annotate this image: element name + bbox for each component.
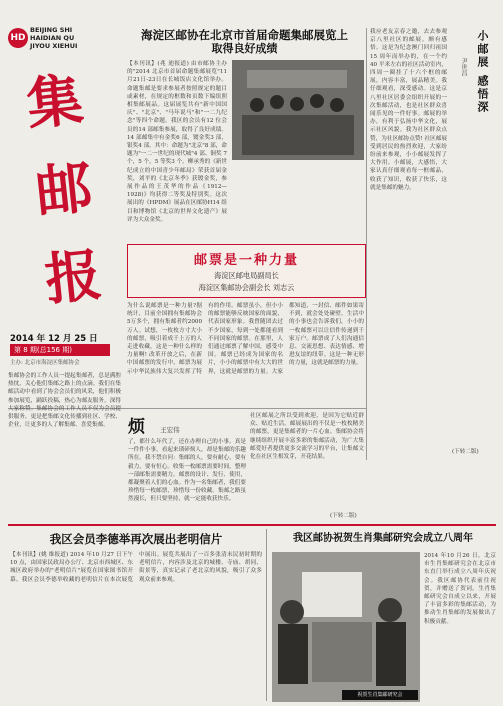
top-article-body-cont (232, 164, 364, 240)
masthead-en-line1: BEIJING SHI (30, 26, 73, 34)
sponsor-line: 主办: 北京市海淀区集邮协会 (10, 360, 80, 366)
sidebar-article-body: 我应老友京春之邀，去去参观京八里社区的邮展。颇有感悟。这是为纪念澳门回归祖国15 周年而举办的，在一个约40 平米左右的社区活动室内，四周一圈挂了十六个框的邮展，内容丰富，展品精美。我仔细观看，深受感动。这是京八里社区居委会组织开展的一次集邮活动，也是社区群众喜闻乐见的一件好事。邮展的举办，有利于弘扬中华文化，展示社区风貌。我为社区群众点赞，为社区邮协点赞! 社区邮展受到居民的热烈欢迎，大家纷纷前来参观，小小邮展发挥了大作用。小邮展，大感悟，大家认真仔细观看每一框邮品，收获了知识，收获了快乐，这就是集邮的魅力。 (370, 29, 447, 191)
bottom-divider (266, 529, 267, 701)
sidebar-note: (下转二版) (452, 449, 479, 455)
exhibition-photo (232, 60, 364, 160)
top-headline-line2: 取得良好成绩 (211, 42, 278, 55)
column-divider (366, 28, 367, 460)
lower-left-body: 集邮协会的工作人员一提起集邮者，总是满腔热忱，关心他们集邮之路上的点滴。我们在集邮活动中看到了协会会员们的风采，他们积极参加展览，踊跃投稿，热心为邮友服务，深得大家称赞。集邮协会的工作人员不仅为会员提供服务，更是把集邮文化传播到社区、学校、企业，让更多的人了解集邮、喜爱集邮。 (8, 373, 121, 429)
bottom-rule (8, 524, 496, 526)
top-headline (127, 28, 362, 56)
lower-center-author: 王宏伟 (160, 426, 180, 434)
bottom-right-body: 2014 年10 月26 日，北京市生肖集邮研究会在北京市东直门举行成立八周年庆祝会。我区邮协代表前往祝贺，并赠送了贺词。生肖集邮研究会自成立以来，开展了丰富多彩的集邮活动，为推动生肖集邮的发展做出了积极贡献。 (424, 553, 496, 625)
masthead-en-line3: JIYOU XIEHUI (30, 42, 78, 50)
issue-date: 2014 年 12 月 25 日 (10, 334, 98, 344)
bottom-left-headline: 我区会员李德举再次展出老明信片 (49, 532, 223, 546)
lower-right-note: (下转二版) (330, 513, 357, 519)
photo-image (232, 60, 364, 160)
ceremony-photo (272, 552, 420, 702)
top-article-body: 【本刊讯】(兆 迪报道) 由市邮协主办的"2014 北京市首届命题集邮展览"11月21日-23日在长城饭店文化馆举办。命题集邮是要求参展者按照规定的题目或素材，在规定的框数和页数下编组照相集邮展品。这届展览共有"新中国国庆"、"北京"、"马年说马"和"一二九纪念"等四个命题。我区的会员有12 位会员的14 部邮集参展，取得了良好成绩。14 部邮集中有金奖6 部，镀金奖3 部，银奖4 部。其中：命题为"北京"8 部，命题为"一二一世纪的现代城"4 部、铜奖 7 个，5 个，5 等奖3 个。柳承秀的《新世纪成立的中国青少年邮局》荣获首届金奖，刘平的《北京冬季》获镀金奖，参展作品的王茂华的作品《1912—1928)》均获得二等奖及特别奖。这次展出的《HPDM》展品在区邮协H14 组目和博物馆《北京的世界文化遗产》展评为大众金奖。 (127, 61, 227, 223)
ceremony-caption: 祝贺生肖集邮研究会 (342, 690, 418, 700)
lower-right-body: 社区邮展之所以受到欢迎，是因为它贴近群众、贴近生活。邮展展出的不仅是一枚枚精美的邮票，更是集邮者的一片心血。集邮协会将继续组织开展丰富多彩的集邮活动，为广大集邮爱好者提供更多交流学习的平台，让集邮文化在社区生根发芽，开花结果。 (250, 413, 364, 461)
lower-center-title-text: 烦 (128, 417, 145, 437)
masthead-en-line2: HAIDIAN QU (30, 34, 75, 42)
lower-center-title (128, 412, 218, 437)
banner-title: 邮票是一种力量 (193, 253, 299, 268)
issue-number: 第 8 期(总156 期) (10, 344, 110, 356)
top-headline-line1: 海淀区邮协在北京市首届命题集邮展览上 (141, 28, 348, 42)
bottom-right-headline: 我区邮协祝贺生肖集邮研究会成立八周年 (293, 533, 473, 544)
ceremony-image (272, 552, 420, 702)
feature-banner (127, 244, 366, 298)
sidebar-author: 尹世昌 (460, 58, 467, 76)
bottom-left-body: 【本刊讯】(姚 维报道) 2014 年10 月27 日下午10 点，由国家民政局办公厅、北京市西城区、东城区政府举办的"老明信片"展览在国家图书馆开幕。我区会员李德举收藏的老明信片在本次展览中展出。展览共展出了一百多张清末民初时期的老明信片，内容涉及北京的城楼、寺庙、胡同、街景等，真实记录了老北京的风貌，吸引了众多观众前来参观。 (10, 552, 262, 583)
banner-subtitle-1: 海淀区邮电局副局长 (214, 271, 279, 280)
banner-subtitle-2: 海淀区集邮协会副会长 刘志云 (198, 283, 295, 292)
sidebar-title: 小邮展 感悟深 (476, 30, 489, 114)
hd-logo: HD (8, 28, 28, 48)
lower-center-body: 了，都什么年代了，还在办理自己的小事。真是一件件小事，看起来琐碎烦人，却是集邮的乐趣所在。我不禁自问：集邮的人，要有耐心，要有毅力，要有恒心。收集一枚邮票需要时间，整理一部邮集需要精力。邮票的设计、发行、使用，都凝聚着人们的心血。作为一名集邮者，我们要珍惜每一枚邮票，珍惜每一份收藏。集邮之路虽然漫长，但只要坚持，就一定能收获快乐。 (128, 439, 246, 503)
masthead-english (30, 26, 125, 50)
masthead-title: 集邮报 (23, 66, 105, 314)
middle-article-body: 为什么说邮票是一种力量?据统计，目前全国拥有集邮协会5万多个，拥有集邮者约2000万人。试想，一枚枚方寸大小的邮票，吸引着成千上万的人走进收藏，这是一种什么样的力量啊! 改革开放之后，在新中国邮票的发行中，邮票为展示中华民族伟大复兴发挥了特有的作用。邮票虽小，但小小的邮票能够反映国家的面貌，代表国家形象。我曾随团去过不少国家，每到一处都能看到不同国家的邮票。在那里，人们通过邮票了解中国，感受中国。邮票已经成为国家的名片，小小的邮票中有大大的世界，这就是邮票的力量。大家都知道，一封信、邮件如果寄不到，就会处处碰壁。生活中的小事也会告诉我们，小小的一枚邮票可以让信件传递到千家万户。邮票成了人们沟通信息、交流思想、表达情感、增进友谊的纽带。这是一种无形的力量，这就是邮票的力量。 (127, 303, 364, 375)
